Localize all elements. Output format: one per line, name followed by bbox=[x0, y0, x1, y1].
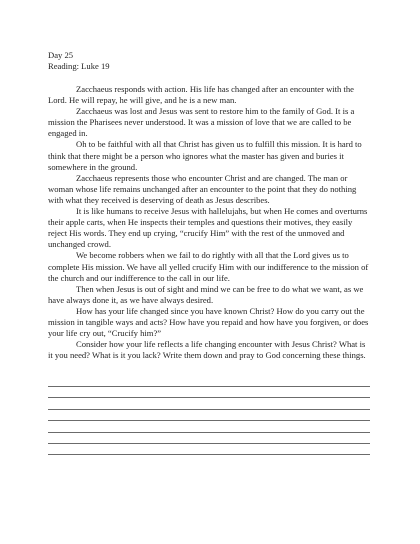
paragraph: Zacchaeus was lost and Jesus was sent to restore him to the family of God. It is a mission the Pharisees never understood. It was a mission of love that we are called to be engaged in. bbox=[48, 106, 355, 139]
paragraph: Oh to be faithful with all that Christ has given us to fulfill this mission. It is hard to think that there might be a person who ignores what the master has given and buries it somewhere in the ground. bbox=[48, 139, 362, 172]
writing-line[interactable] bbox=[48, 443, 370, 444]
paragraph: Then when Jesus is out of sight and mind we can be free to do what we want, as we have always done it, as we have always desired. bbox=[48, 283, 364, 305]
paragraph: Zacchaeus responds with action. His life has changed after an encounter with the Lord. He will repay, he will give, and he is a new man. bbox=[48, 84, 355, 106]
devotional-body bbox=[48, 84, 370, 361]
writing-line[interactable] bbox=[48, 386, 370, 387]
paragraph: It is like humans to receive Jesus with hallelujahs, but when He comes and overturns their apple carts, when He inspects their temples and questions their motives, they easily reject His words. They end up crying, “crucify Him” with the rest of the unmoved and unchanged crowd. bbox=[48, 206, 368, 250]
writing-line[interactable] bbox=[48, 432, 370, 433]
paragraph: Consider how your life reflects a life changing encounter with Jesus Christ? What is it you need? What is it you lack? Write them down and pray to God concerning these things. bbox=[48, 339, 366, 361]
writing-line[interactable] bbox=[48, 409, 370, 410]
reading-label: Reading: Luke 19 bbox=[48, 61, 110, 72]
writing-line[interactable] bbox=[48, 454, 370, 455]
page-header bbox=[48, 50, 110, 72]
paragraph: Zacchaeus represents those who encounter Christ and are changed. The man or woman whose life remains unchanged after an encounter to the point that they do nothing with what they received is deserving of death as Jesus describes. bbox=[48, 172, 357, 205]
paragraph: We become robbers when we fail to do rightly with all that the Lord gives us to complete His mission. We have all yelled crucify Him with our indifference to the mission of the church and our indifference to the call in our life. bbox=[48, 250, 369, 283]
day-label: Day 25 bbox=[48, 50, 74, 60]
paragraph: How has your life changed since you have known Christ? How do you carry out the mission in tangible ways and acts? How have you repaid and how have you forgiven, or does your life cry out, “Crucify him?” bbox=[48, 305, 369, 339]
writing-lines bbox=[48, 386, 370, 466]
writing-line[interactable] bbox=[48, 420, 370, 421]
writing-line[interactable] bbox=[48, 397, 370, 398]
